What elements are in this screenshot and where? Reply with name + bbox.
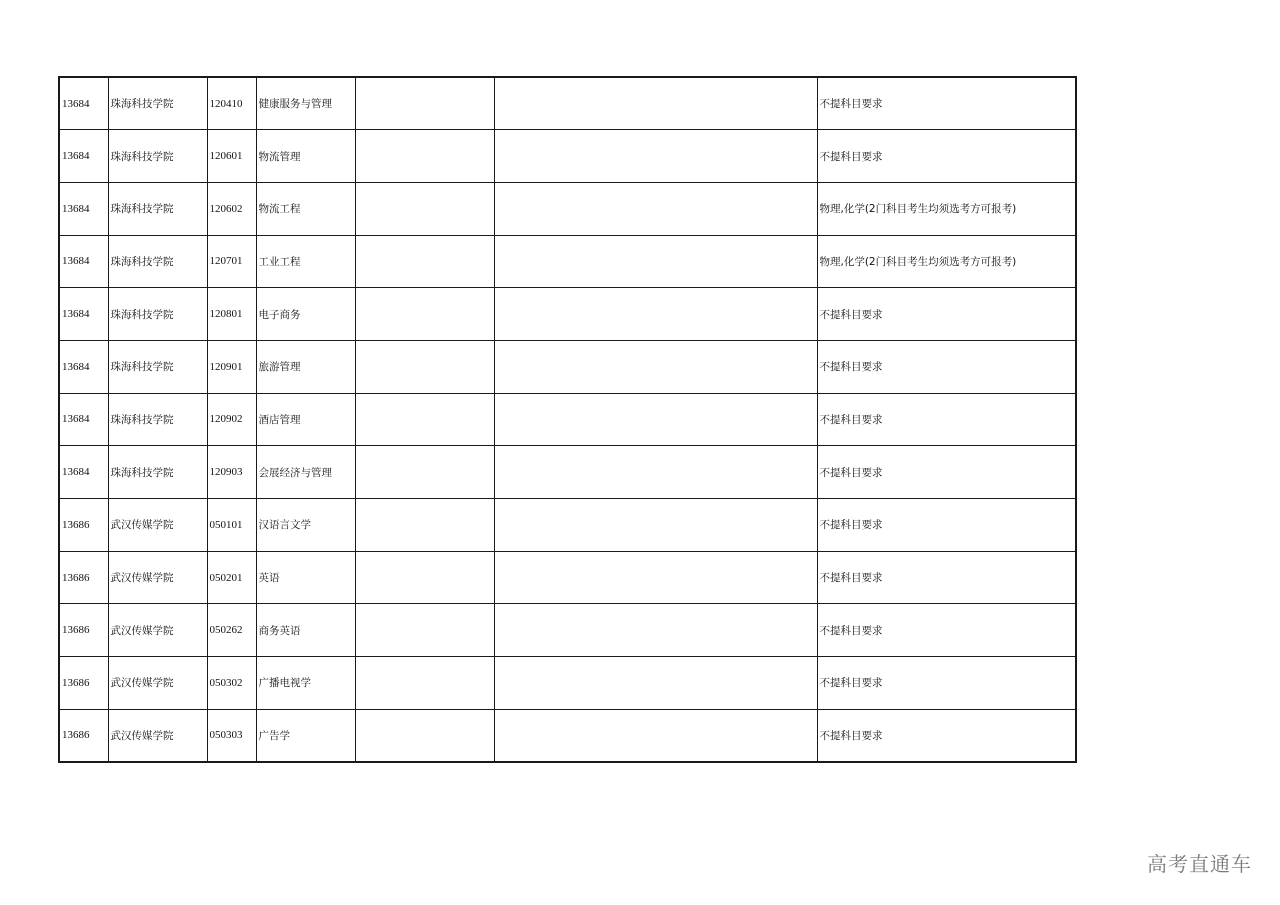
table-row [59,235,1076,288]
table-row [59,499,1076,552]
major-code-cell: 050201 [207,551,256,604]
school-code-cell: 13686 [59,604,108,657]
table-body [59,77,1076,762]
empty-cell [494,551,817,604]
table-row [59,709,1076,762]
school-name-cell: 武汉传媒学院 [108,604,207,657]
empty-cell [494,657,817,710]
table-row [59,182,1076,235]
school-code-cell: 13686 [59,657,108,710]
subject-requirement-cell: 不提科目要求 [817,446,1076,499]
subject-requirement-cell: 不提科目要求 [817,604,1076,657]
empty-cell [355,340,494,393]
major-code-cell: 050302 [207,657,256,710]
empty-cell [494,709,817,762]
school-name-cell: 珠海科技学院 [108,130,207,183]
major-name-cell: 广播电视学 [256,657,355,710]
school-code-cell: 13684 [59,393,108,446]
school-name-cell: 珠海科技学院 [108,288,207,341]
empty-cell [494,446,817,499]
watermark-text: 高考直通车 [1147,852,1252,876]
subject-requirement-cell: 不提科目要求 [817,657,1076,710]
major-code-cell: 120602 [207,182,256,235]
school-code-cell: 13686 [59,551,108,604]
school-code-cell: 13684 [59,77,108,130]
major-name-cell: 电子商务 [256,288,355,341]
table-row [59,77,1076,130]
subject-requirement-cell: 不提科目要求 [817,551,1076,604]
major-code-cell: 050101 [207,499,256,552]
subject-requirement-cell: 物理,化学(2门科目考生均须选考方可报考) [817,235,1076,288]
school-code-cell: 13686 [59,709,108,762]
school-code-cell: 13684 [59,130,108,183]
subject-requirement-cell: 不提科目要求 [817,288,1076,341]
empty-cell [494,235,817,288]
major-code-cell: 050262 [207,604,256,657]
school-name-cell: 珠海科技学院 [108,182,207,235]
empty-cell [494,182,817,235]
subject-requirements-table [58,76,1077,763]
empty-cell [355,182,494,235]
school-name-cell: 珠海科技学院 [108,446,207,499]
school-code-cell: 13684 [59,446,108,499]
major-code-cell: 120410 [207,77,256,130]
major-name-cell: 英语 [256,551,355,604]
subject-requirement-cell: 不提科目要求 [817,340,1076,393]
empty-cell [494,499,817,552]
empty-cell [494,77,817,130]
school-name-cell: 武汉传媒学院 [108,499,207,552]
school-name-cell: 珠海科技学院 [108,235,207,288]
table-row [59,130,1076,183]
school-name-cell: 珠海科技学院 [108,77,207,130]
major-name-cell: 酒店管理 [256,393,355,446]
empty-cell [494,130,817,183]
school-code-cell: 13684 [59,235,108,288]
empty-cell [355,288,494,341]
subject-requirement-cell: 不提科目要求 [817,499,1076,552]
subject-requirement-cell: 不提科目要求 [817,709,1076,762]
empty-cell [355,130,494,183]
school-name-cell: 武汉传媒学院 [108,551,207,604]
empty-cell [494,393,817,446]
major-name-cell: 会展经济与管理 [256,446,355,499]
school-code-cell: 13684 [59,340,108,393]
table-row [59,340,1076,393]
empty-cell [494,288,817,341]
major-name-cell: 汉语言文学 [256,499,355,552]
empty-cell [355,235,494,288]
empty-cell [494,604,817,657]
empty-cell [355,393,494,446]
empty-cell [355,604,494,657]
major-name-cell: 广告学 [256,709,355,762]
table-row [59,446,1076,499]
empty-cell [355,446,494,499]
empty-cell [355,657,494,710]
empty-cell [494,340,817,393]
table-row [59,604,1076,657]
table-row [59,551,1076,604]
major-code-cell: 120601 [207,130,256,183]
school-code-cell: 13684 [59,182,108,235]
school-code-cell: 13686 [59,499,108,552]
empty-cell [355,77,494,130]
major-code-cell: 120902 [207,393,256,446]
empty-cell [355,709,494,762]
subject-requirement-cell: 不提科目要求 [817,130,1076,183]
table-row [59,393,1076,446]
school-name-cell: 珠海科技学院 [108,340,207,393]
table-row [59,657,1076,710]
empty-cell [355,551,494,604]
major-code-cell: 120903 [207,446,256,499]
school-code-cell: 13684 [59,288,108,341]
major-code-cell: 120701 [207,235,256,288]
major-name-cell: 物流管理 [256,130,355,183]
subject-requirement-cell: 不提科目要求 [817,393,1076,446]
subject-requirement-cell: 不提科目要求 [817,77,1076,130]
table-row [59,288,1076,341]
major-name-cell: 商务英语 [256,604,355,657]
major-name-cell: 工业工程 [256,235,355,288]
empty-cell [355,499,494,552]
school-name-cell: 武汉传媒学院 [108,709,207,762]
major-name-cell: 健康服务与管理 [256,77,355,130]
school-name-cell: 珠海科技学院 [108,393,207,446]
major-code-cell: 050303 [207,709,256,762]
major-name-cell: 旅游管理 [256,340,355,393]
subject-requirement-cell: 物理,化学(2门科目考生均须选考方可报考) [817,182,1076,235]
school-name-cell: 武汉传媒学院 [108,657,207,710]
major-code-cell: 120901 [207,340,256,393]
major-name-cell: 物流工程 [256,182,355,235]
major-code-cell: 120801 [207,288,256,341]
